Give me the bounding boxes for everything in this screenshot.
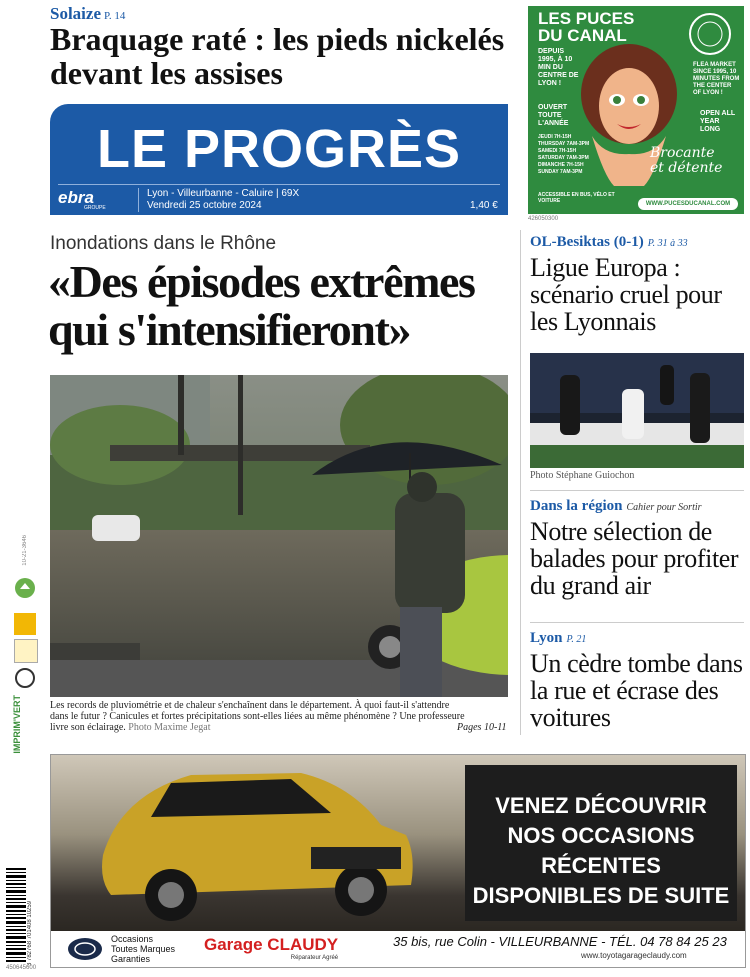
main-story-pages[interactable]: Pages 10-11 [457,722,507,733]
margin-code: 10-21-3646 [22,535,28,566]
garage-address: 35 bis, rue Colin - VILLEURBANNE - TÉL. 04 78 84 25 23 [393,934,727,949]
ad-garage-claudy[interactable] [50,754,746,968]
masthead-title: LE PROGRÈS [96,119,462,179]
masthead [50,104,508,215]
main-story-headline[interactable]: «Des épisodes extrêmes qui s'intensifieront» [48,256,475,355]
photo-credit: Photo Maxime Jegat [128,722,211,733]
price: 1,40 € [470,200,498,211]
ad-access: ACCESSIBLE EN BUS, VÉLO ET VOITURE [538,192,615,204]
ad-url[interactable]: WWW.PUCESDUCANAL.COM [638,198,738,210]
column-separator [520,230,521,735]
football-scene-icon [530,353,744,468]
edition-date: Vendredi 25 octobre 2024 [147,200,262,211]
ad-code: 426050300 [528,216,559,222]
barcode-number: 3 782768 701408 10259 [27,900,33,966]
football-photo[interactable] [530,353,744,468]
barcode [6,866,26,966]
ad-message-box [465,765,737,921]
region-kicker[interactable]: Dans la région Cahier pour Sortir [530,498,702,514]
ol-photo-credit: Photo Stéphane Guiochon [530,470,635,481]
page-ref: P. 14 [104,10,126,22]
journal-icon [14,639,38,663]
puces-badge-icon [688,12,732,56]
garage-name: Garage CLAUDY Réparateur Agréé [204,935,339,961]
ad-occasions: Occasions Toutes Marques Garanties [111,934,176,964]
car-icon [51,755,465,931]
edition-area: Lyon - Villeurbanne - Caluire | 69X [147,188,300,199]
ad-title: LES PUCES DU CANAL [538,9,635,45]
ad-puces-du-canal[interactable] [528,6,744,214]
ol-kicker[interactable]: OL-Besiktas (0-1) P. 31 à 33 [530,234,688,250]
ad-hours: JEUDI 7H-15H THURSDAY 7AM-3PM SAMEDI 7H-15H SATURDAY 7AM-3PM DIMANCHE 7H-15H SUNDAY 7AM-3PM [538,134,590,175]
ad-slogan: Brocante et détente [650,145,723,176]
ol-headline[interactable]: Ligue Europa : scénario cruel pour les Lyonnais [530,253,722,336]
top-story-headline[interactable]: Braquage raté : les pieds nickelés devant les assises [50,21,505,91]
divider [530,490,744,491]
label-icon [14,613,36,635]
recycle-icon [14,577,36,599]
ad-footer [51,931,745,967]
lyon-headline[interactable]: Un cèdre tombe dans la rue et écrase des voitures [530,649,743,732]
main-photo-caption: Les records de pluviométrie et de chaleur s'enchaînent dans le département. À quoi faut-il s'attendre dans le futur ? Canicules et fortes précipitations sont-elles liées au même phénomène ? Une professeure livre son éclairage. Photo Maxime Jegat [50,700,465,733]
imprim-vert-logo: IMPRIM'VERT [12,695,22,754]
ad-fr-open: OUVERT TOUTE L'ANNÉE [538,104,569,127]
kicker-text: Solaize [50,4,101,23]
flood-photo[interactable] [50,375,508,697]
ebra-logo: ebra GROUPE [58,188,106,211]
main-story-kicker[interactable]: Inondations dans le Rhône [50,233,277,254]
ad-en-open: OPEN ALL YEAR LONG [700,110,736,133]
region-headline[interactable]: Notre sélection de balades pour profiter du grand air [530,517,739,600]
masthead-separator [138,188,139,212]
ad-code-bottom: 450645600 [6,965,37,971]
ad-en-text: FLEA MARKET SINCE 1995, 10 MINUTES FROM THE CENTER OF LYON ! [693,62,740,96]
divider [530,622,744,623]
masthead-divider [58,184,500,185]
ad-message: VENEZ DÉCOUVRIR NOS OCCASIONS RÉCENTES DISPONIBLES DE SUITE [472,793,730,908]
left-margin [6,535,42,795]
masthead-edition [147,188,299,212]
garage-website[interactable]: www.toyotagarageclaudy.com [581,951,687,960]
ad-fr-text: DEPUIS 1995, À 10 MIN DU CENTRE DE LYON ! [538,48,579,87]
triman-icon [14,667,36,689]
lyon-kicker[interactable]: Lyon P. 21 [530,630,587,646]
flood-scene-icon [50,375,508,697]
barcode-icon [6,866,26,966]
toyota-logo-icon [67,937,103,961]
